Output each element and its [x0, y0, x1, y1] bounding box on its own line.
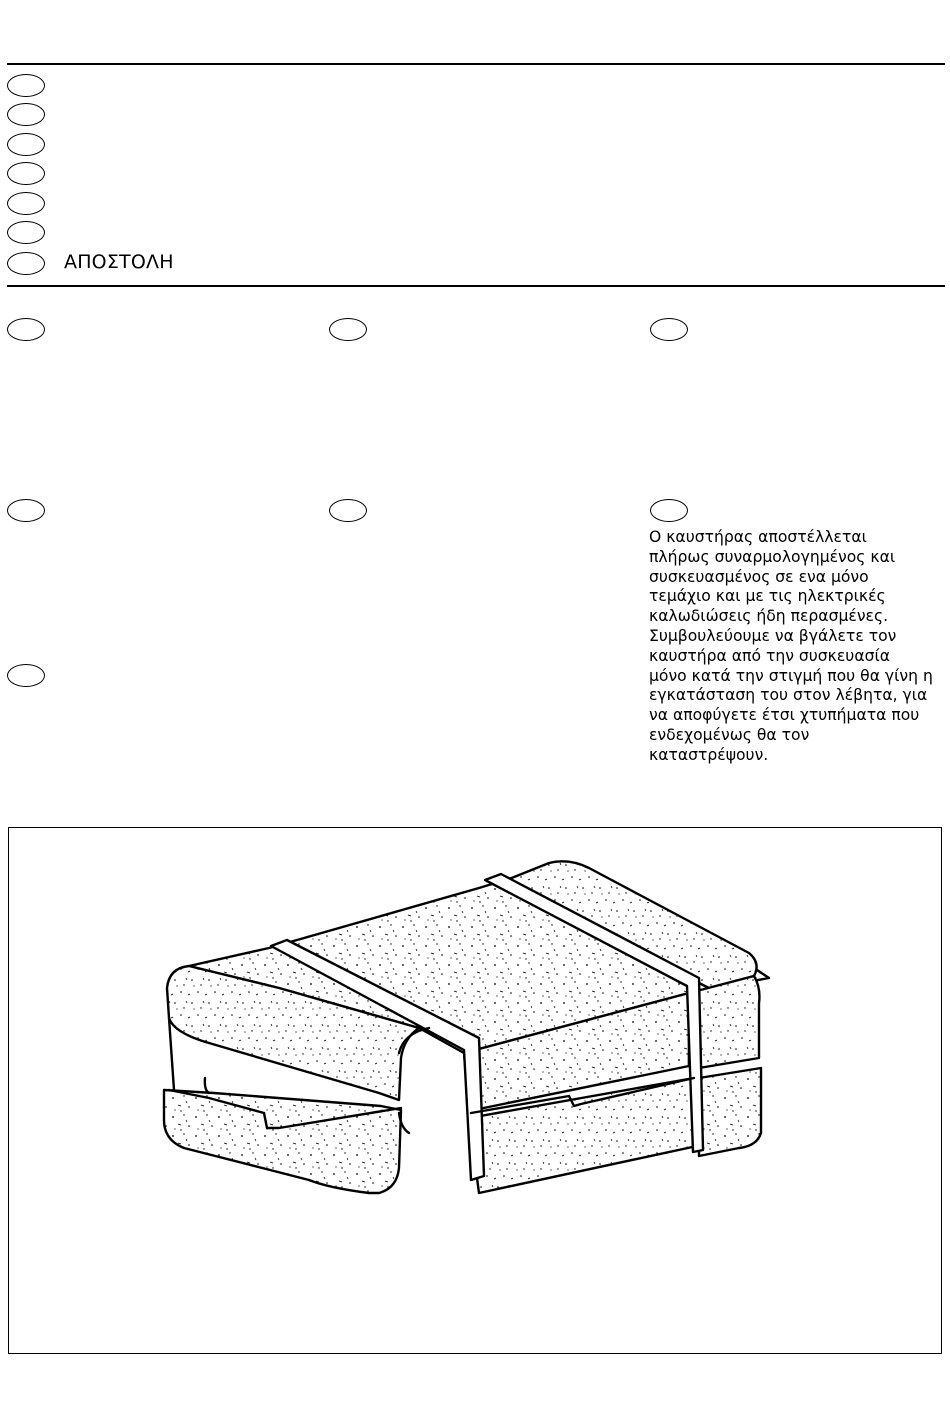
language-marker-oval: [7, 318, 45, 341]
language-marker-oval: [650, 318, 688, 341]
paragraph-line: Ο καυστήρας αποστέλλεται: [649, 528, 867, 546]
language-marker-oval: [7, 252, 45, 275]
paragraph-line: ενδεχομένως θα τον: [649, 725, 810, 744]
paragraph-line: καυστήρα από την συσκευασία: [649, 646, 891, 665]
paragraph-line: καλωδιώσεις ήδη περασμένες.: [649, 607, 889, 626]
paragraph-line: Συμβουλεύουμε να βγάλετε τον: [649, 626, 897, 645]
paragraph-line: πλήρως συναρμολογημένος και: [649, 547, 896, 566]
language-marker-oval: [329, 318, 367, 341]
paragraph-line: καταστρέψουν.: [649, 745, 769, 764]
paragraph-line: συσκευασμένος σε ενα μόνο: [649, 567, 869, 586]
paragraph-line: τεμάχιο και με τις ηλεκτρικές: [649, 587, 886, 606]
language-marker-oval: [7, 162, 45, 185]
language-marker-oval: [329, 499, 367, 522]
paragraph-line: μόνο κατά την στιγμή που θα γίνη η: [649, 666, 933, 685]
section-heading: ΑΠΟΣΤΟΛΗ: [64, 251, 174, 273]
shipping-paragraph: [649, 528, 945, 766]
packaged-box-illustration: [9, 828, 943, 1355]
language-marker-oval: [7, 664, 45, 687]
language-marker-oval: [7, 133, 45, 156]
language-marker-oval: [7, 192, 45, 215]
paragraph-line: εγκατάσταση του στον λέβητα, για: [649, 686, 928, 705]
language-marker-oval: [7, 103, 45, 126]
top-rule: [7, 63, 945, 65]
language-marker-oval: [7, 499, 45, 522]
language-marker-oval: [7, 74, 45, 97]
language-marker-oval: [7, 221, 45, 244]
language-marker-oval: [650, 499, 688, 522]
paragraph-line: να αποφύγετε έτσι χτυπήματα που: [649, 706, 920, 725]
figure-frame: [8, 827, 942, 1354]
header-bottom-rule: [7, 285, 945, 287]
